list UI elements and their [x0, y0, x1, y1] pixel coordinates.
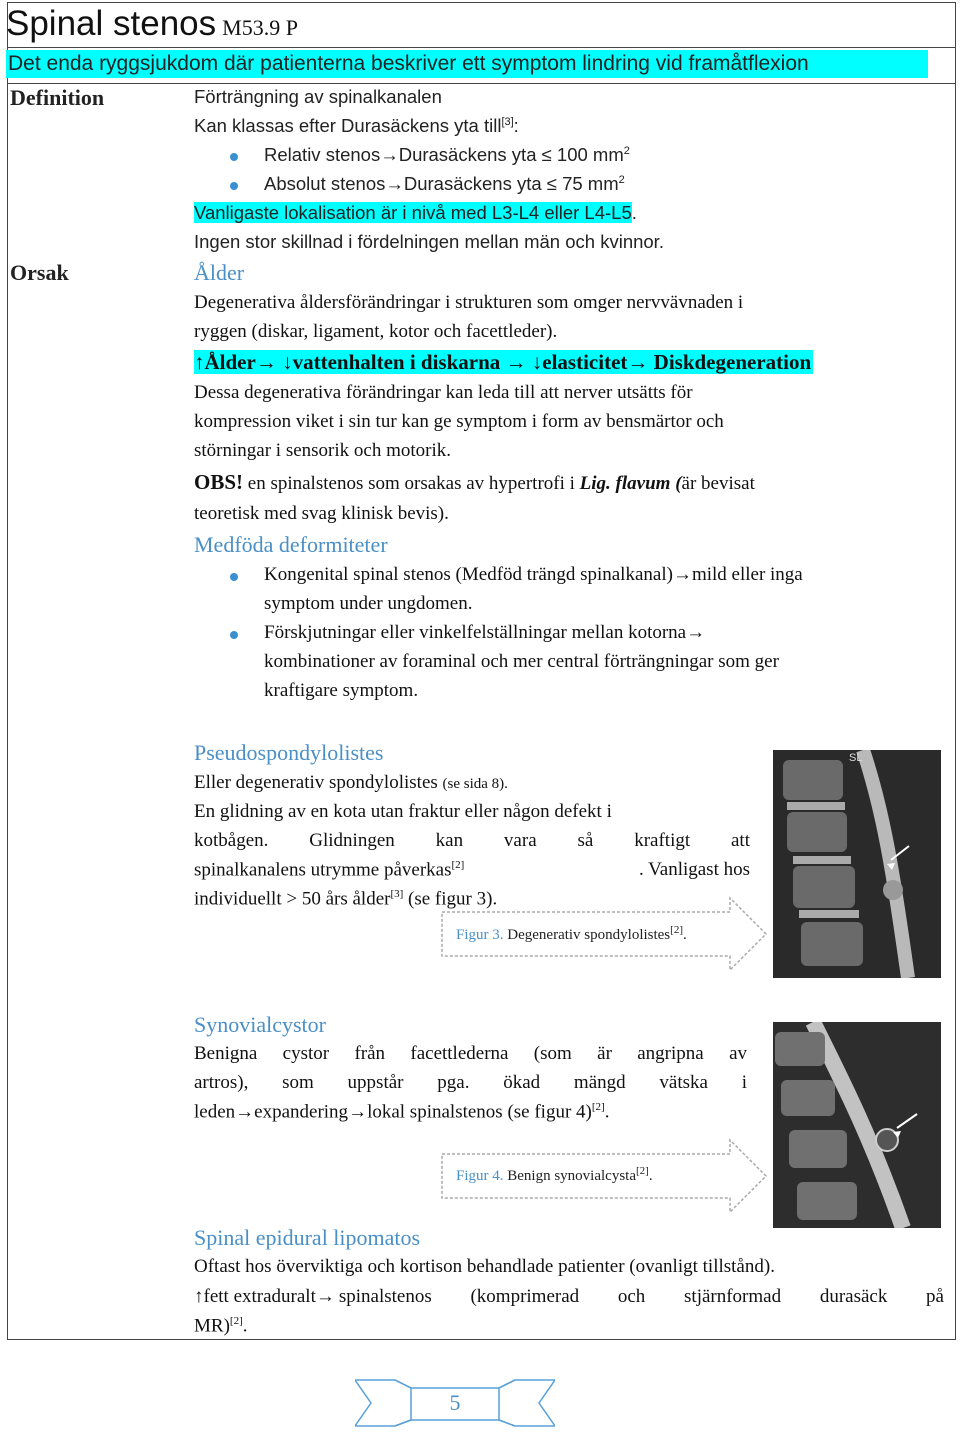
fig4-label: Figur 4.: [456, 1168, 504, 1184]
arrow-right-icon: →: [380, 144, 399, 165]
med-bullet1-l1: [264, 564, 803, 586]
subtitle-text: Det enda ryggsjukdom där patienterna beskriver ett symptom lindring vid framåtflexion: [8, 52, 809, 75]
lipo-l1: Oftast hos överviktiga och kortison behandlade patienter (ovanligt tillstånd).: [194, 1256, 775, 1277]
fig3-tag: SL: [849, 752, 863, 764]
med-b1-text: Kongenital spinal stenos (Medföd trängd spinalkanal): [264, 564, 673, 585]
pseudo-l5-end: (se figur 3).: [403, 888, 498, 910]
lipo-l3-text: MR): [194, 1315, 230, 1337]
bullet1-a: Relativ stenos: [264, 144, 381, 165]
obs-label: OBS!: [194, 470, 244, 494]
degeneration-chain: [194, 350, 813, 375]
def-line2-text: Kan klassas efter Durasäckens yta till: [194, 115, 502, 136]
orsak-label: Orsak: [10, 260, 69, 285]
def-line2-end: :: [513, 115, 519, 136]
pseudo-l4-a: [194, 859, 464, 881]
arrow-right-icon: → ↓: [500, 350, 543, 374]
diagnosis-code: M53.9 P: [222, 15, 298, 40]
ref: [2]: [591, 1101, 605, 1113]
obs-lig: Lig. flavum (: [579, 473, 682, 494]
pseudo-l4-text: spinalkanalens utrymme påverkas: [194, 859, 452, 881]
chain-2: vattenhalten i diskarna: [292, 350, 501, 374]
figure4-mri-image: [773, 1022, 941, 1228]
lipo-l2-b: spinalstenos (komprimerad och stjärnformad durasäck på: [338, 1286, 944, 1307]
ref: [2]: [451, 859, 465, 871]
arrow-right-icon: →: [235, 1101, 255, 1123]
fig3-text: Degenerativ spondylolistes: [507, 927, 671, 943]
bullet2-a: Absolut stenos: [264, 173, 386, 194]
pseudo-l3: [194, 830, 750, 852]
def-line3: [194, 202, 637, 224]
chain-3: elasticitet: [542, 350, 628, 374]
med-bullet1-l2: symptom under ungdomen.: [264, 593, 473, 614]
arrow-up-icon: ↑: [194, 350, 205, 374]
ref: [3]: [390, 888, 404, 900]
syn-heading: Synovialcystor: [194, 1012, 326, 1037]
ref: [2]: [636, 1165, 649, 1177]
pseudo-l1: [194, 772, 508, 794]
arrow-right-icon: →: [385, 173, 404, 194]
page-title: [6, 4, 298, 44]
alder-p2-l3: störningar i sensorik och motorik.: [194, 440, 451, 461]
arrow-right-icon: →: [348, 1101, 368, 1123]
def-line1: Förträngning av spinalkanalen: [194, 86, 442, 107]
ref: [2]: [229, 1315, 243, 1327]
figure4-caption: [456, 1165, 653, 1185]
bullet2-b: Durasäckens yta ≤ 75 mm: [403, 173, 619, 194]
med-b1-end: mild eller inga: [691, 564, 803, 585]
chain-1: Ålder: [204, 350, 256, 374]
ref: [3]: [501, 115, 514, 128]
med-bullet2-l1: [264, 622, 705, 644]
alder-p2-l1: Dessa degenerativa förändringar kan leda till att nerver utsätts för: [194, 382, 693, 403]
obs-line: [194, 470, 755, 495]
arrow-right-icon: →: [315, 1286, 335, 1307]
def-line3-end: .: [631, 202, 637, 223]
chain-4: Diskdegeneration: [653, 350, 812, 374]
arrow-right-icon: →: [686, 622, 706, 643]
bullet1-b: Durasäckens yta ≤ 100 mm: [398, 144, 624, 165]
lipo-l3-end: .: [242, 1315, 248, 1337]
obs-end: är bevisat: [681, 473, 755, 494]
fig4-text: Benign synovialcysta: [507, 1168, 636, 1184]
alder-p1-l2: ryggen (diskar, ligament, kotor och facettleder).: [194, 321, 558, 342]
def-line3-text: Vanligaste lokalisation är i nivå med L3-L4 eller L4-L5: [194, 202, 632, 223]
def-line4: Ingen stor skillnad i fördelningen mellan män och kvinnor.: [194, 231, 664, 252]
lipo-l3: [194, 1315, 247, 1337]
lipo-l2-a-wrap: [194, 1286, 335, 1308]
title-text: Spinal stenos: [6, 4, 217, 43]
lipo-heading: Spinal epidural lipomatos: [194, 1225, 421, 1250]
figure3-mri-image: [773, 750, 941, 978]
fig3-label: Figur 3.: [456, 927, 504, 943]
pseudo-l4: [194, 859, 750, 881]
alder-p2-l2: kompression viket i sin tur kan ge symptom i form av bensmärtor och: [194, 411, 724, 432]
arrow-right-icon: →: [672, 564, 692, 585]
sup: 2: [623, 144, 630, 157]
lipo-l2-a: fett extraduralt: [203, 1286, 316, 1307]
alder-heading: Ålder: [194, 260, 245, 285]
obs-l2: teoretisk med svag klinisk bevis).: [194, 503, 449, 524]
sup: 2: [618, 173, 625, 186]
lipo-l2: [194, 1286, 944, 1308]
page-number-ribbon: [355, 1376, 555, 1430]
subtitle-highlight: [6, 50, 928, 78]
syn-l3-a: leden: [194, 1101, 236, 1123]
pseudo-l2: En glidning av en kota utan fraktur eller någon defekt i: [194, 801, 612, 822]
figure3-caption: [456, 924, 687, 944]
syn-l3-c: lokal spinalstenos (se figur 4): [367, 1101, 592, 1123]
fig3-end: .: [682, 927, 687, 943]
syn-l3-end: .: [604, 1101, 610, 1123]
def-bullet2: [264, 173, 625, 195]
med-b2-text: Förskjutningar eller vinkelfelställningar mellan kotorna: [264, 622, 687, 643]
syn-l2: artros), som uppstår pga. ökad mängd vätska i: [194, 1072, 747, 1093]
syn-l1: Benigna cystor från facettlederna (som är angripna av: [194, 1043, 747, 1064]
fig4-end: .: [648, 1168, 653, 1184]
arrow-up-icon: ↑: [194, 1286, 204, 1307]
ref: [2]: [670, 924, 683, 936]
definition-label: Definition: [10, 85, 105, 110]
pseudo-heading: Pseudospondylolistes: [194, 740, 384, 765]
pseudo-l5-text: individuellt > 50 års ålder: [194, 888, 391, 910]
def-bullet1: [264, 144, 630, 166]
med-bullet2-l3: kraftigare symptom.: [264, 680, 419, 701]
alder-p1-l1: Degenerativa åldersförändringar i strukturen som omger nervvävnaden i: [194, 292, 744, 313]
syn-l3-b: expandering: [254, 1101, 349, 1123]
medfoda-heading: Medföda deformiteter: [194, 532, 388, 557]
syn-l3: [194, 1101, 609, 1123]
obs-text: en spinalstenos som orsakas av hypertrofi i: [247, 473, 575, 494]
arrow-right-icon: → ↓: [255, 350, 293, 374]
page-number: 5: [449, 1390, 461, 1415]
pseudo-l1-small: (se sida 8).: [442, 776, 508, 792]
med-bullet2-l2: kombinationer av foraminal och mer central förträngningar som ger: [264, 651, 779, 672]
def-line2: [194, 115, 519, 137]
pseudo-l3-text: kotbågen. Glidningen kan vara så kraftigt att: [194, 830, 750, 851]
arrow-right-icon: →: [627, 350, 654, 374]
pseudo-l4-end: . Vanligast hos: [638, 859, 750, 880]
pseudo-l1-text: Eller degenerativ spondylolistes: [194, 772, 438, 793]
